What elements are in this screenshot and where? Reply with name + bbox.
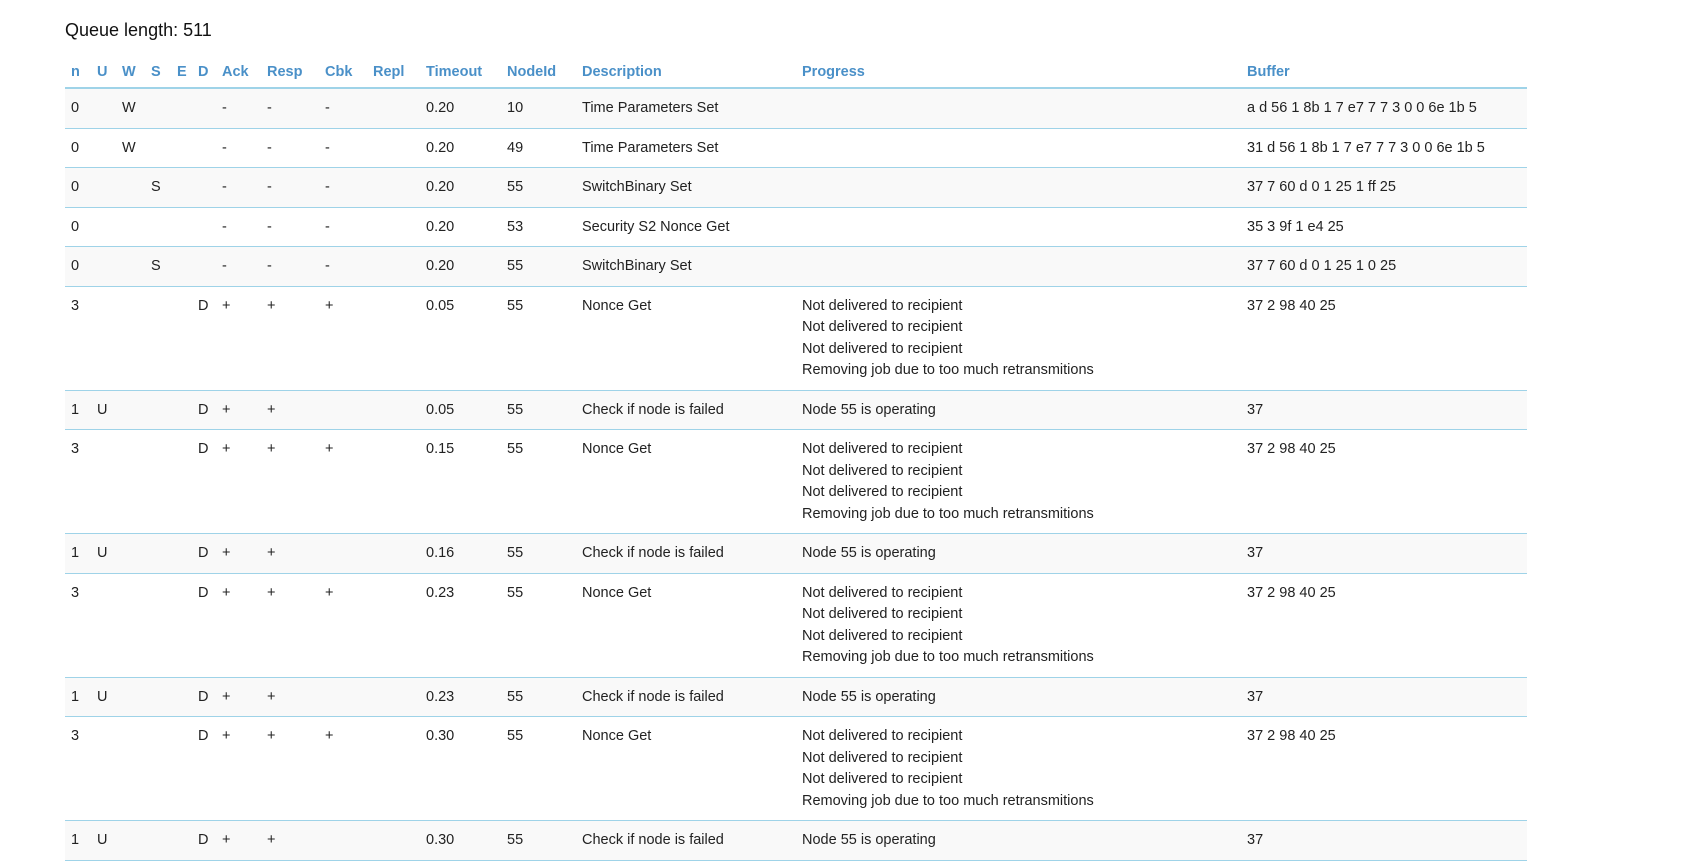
cell-progress <box>796 573 1241 677</box>
cell-d <box>192 88 216 128</box>
cell-nodeid: 55 <box>501 717 576 821</box>
cell-repl <box>367 677 420 717</box>
cell-description: Time Parameters Set <box>576 128 796 168</box>
column-header-progress: Progress <box>796 58 1241 88</box>
cell-progress <box>796 717 1241 821</box>
table-row <box>65 88 1527 128</box>
cell-resp: + <box>261 821 319 861</box>
table-row <box>65 573 1527 677</box>
cell-nodeid: 55 <box>501 677 576 717</box>
cell-w <box>116 573 145 677</box>
cell-repl <box>367 168 420 208</box>
progress-line: Removing job due to too much retransmitions <box>802 505 1094 522</box>
cell-repl <box>367 207 420 247</box>
cell-resp: - <box>261 168 319 208</box>
cell-ack: - <box>216 88 261 128</box>
cell-repl <box>367 821 420 861</box>
progress-line: Not delivered to recipient <box>802 728 963 744</box>
cell-u <box>91 207 116 247</box>
column-header-resp: Resp <box>261 58 319 88</box>
cell-timeout: 0.30 <box>420 821 501 861</box>
cell-cbk <box>319 534 367 574</box>
progress-line: Not delivered to recipient <box>802 340 963 357</box>
cell-e <box>171 430 192 534</box>
cell-n: 3 <box>65 717 91 821</box>
table-row <box>65 430 1527 534</box>
cell-timeout: 0.16 <box>420 534 501 574</box>
cell-timeout: 0.20 <box>420 207 501 247</box>
cell-s <box>145 677 171 717</box>
progress-line: Not delivered to recipient <box>802 319 963 335</box>
progress-line: Not delivered to recipient <box>802 462 963 479</box>
cell-nodeid: 49 <box>501 128 576 168</box>
cell-s <box>145 128 171 168</box>
cell-nodeid: 55 <box>501 390 576 430</box>
cell-buffer: 37 7 60 d 0 1 25 1 ff 25 <box>1241 168 1527 208</box>
cell-buffer: 37 <box>1241 821 1527 861</box>
cell-resp: + <box>261 717 319 821</box>
table-row <box>65 247 1527 287</box>
cell-n: 0 <box>65 88 91 128</box>
cell-cbk: - <box>319 168 367 208</box>
cell-description: SwitchBinary Set <box>576 247 796 287</box>
table-row <box>65 717 1527 821</box>
cell-ack: + <box>216 717 261 821</box>
cell-progress <box>796 286 1241 390</box>
cell-progress <box>796 128 1241 168</box>
cell-timeout: 0.30 <box>420 717 501 821</box>
progress-line: Removing job due to too much retransmitions <box>802 649 1094 665</box>
table-row <box>65 821 1527 861</box>
cell-progress <box>796 207 1241 247</box>
cell-buffer: 37 2 98 40 25 <box>1241 430 1527 534</box>
cell-timeout: 0.23 <box>420 573 501 677</box>
cell-ack: + <box>216 677 261 717</box>
cell-description: Check if node is failed <box>576 534 796 574</box>
cell-description: Nonce Get <box>576 430 796 534</box>
table-header <box>65 58 1527 88</box>
cell-buffer: 37 <box>1241 390 1527 430</box>
cell-ack: - <box>216 247 261 287</box>
progress-line: Node 55 is operating <box>802 688 936 705</box>
cell-d: D <box>192 534 216 574</box>
cell-s <box>145 534 171 574</box>
cell-cbk: - <box>319 207 367 247</box>
cell-resp: - <box>261 88 319 128</box>
cell-d: D <box>192 821 216 861</box>
column-header-ack: Ack <box>216 58 261 88</box>
cell-cbk: + <box>319 717 367 821</box>
cell-n: 0 <box>65 207 91 247</box>
cell-progress <box>796 88 1241 128</box>
cell-s: S <box>145 247 171 287</box>
cell-nodeid: 55 <box>501 821 576 861</box>
table-row <box>65 168 1527 208</box>
cell-ack: + <box>216 430 261 534</box>
cell-e <box>171 390 192 430</box>
cell-buffer: 31 d 56 1 8b 1 7 e7 7 7 3 0 0 6e 1b 5 <box>1241 128 1527 168</box>
cell-u: U <box>91 534 116 574</box>
cell-buffer: 37 2 98 40 25 <box>1241 286 1527 390</box>
progress-line: Removing job due to too much retransmitions <box>802 362 1094 378</box>
progress-line: Node 55 is operating <box>802 401 936 418</box>
cell-buffer: 37 2 98 40 25 <box>1241 717 1527 821</box>
progress-line: Not delivered to recipient <box>802 749 963 766</box>
cell-cbk: - <box>319 128 367 168</box>
cell-nodeid: 10 <box>501 88 576 128</box>
cell-e <box>171 207 192 247</box>
progress-line: Node 55 is operating <box>802 545 936 561</box>
cell-w: W <box>116 88 145 128</box>
cell-n: 3 <box>65 286 91 390</box>
cell-timeout: 0.15 <box>420 430 501 534</box>
cell-ack: + <box>216 286 261 390</box>
cell-repl <box>367 430 420 534</box>
column-header-buffer: Buffer <box>1241 58 1527 88</box>
cell-cbk: - <box>319 88 367 128</box>
progress-line: Not delivered to recipient <box>802 484 963 500</box>
cell-e <box>171 717 192 821</box>
cell-n: 0 <box>65 247 91 287</box>
progress-line: Not delivered to recipient <box>802 441 963 457</box>
column-header-u: U <box>91 58 116 88</box>
cell-cbk: - <box>319 247 367 287</box>
cell-d: D <box>192 677 216 717</box>
cell-buffer: a d 56 1 8b 1 7 e7 7 7 3 0 0 6e 1b 5 <box>1241 88 1527 128</box>
cell-timeout: 0.05 <box>420 390 501 430</box>
cell-progress <box>796 534 1241 574</box>
cell-cbk <box>319 821 367 861</box>
cell-progress <box>796 430 1241 534</box>
cell-d: D <box>192 390 216 430</box>
cell-e <box>171 88 192 128</box>
cell-cbk <box>319 677 367 717</box>
cell-resp: - <box>261 247 319 287</box>
cell-n: 3 <box>65 430 91 534</box>
cell-buffer: 37 <box>1241 677 1527 717</box>
cell-u <box>91 717 116 821</box>
cell-repl <box>367 286 420 390</box>
table-row <box>65 390 1527 430</box>
cell-description: Check if node is failed <box>576 821 796 861</box>
progress-line: Not delivered to recipient <box>802 627 963 644</box>
cell-u <box>91 247 116 287</box>
table-row <box>65 534 1527 574</box>
cell-e <box>171 573 192 677</box>
cell-repl <box>367 390 420 430</box>
cell-u <box>91 168 116 208</box>
table-row <box>65 677 1527 717</box>
cell-timeout: 0.20 <box>420 88 501 128</box>
cell-buffer: 35 3 9f 1 e4 25 <box>1241 207 1527 247</box>
cell-cbk: + <box>319 286 367 390</box>
cell-description: Nonce Get <box>576 286 796 390</box>
cell-s <box>145 573 171 677</box>
cell-repl <box>367 573 420 677</box>
cell-progress <box>796 677 1241 717</box>
cell-s <box>145 821 171 861</box>
cell-repl <box>367 717 420 821</box>
cell-progress <box>796 390 1241 430</box>
cell-e <box>171 534 192 574</box>
cell-s <box>145 390 171 430</box>
cell-description: Check if node is failed <box>576 390 796 430</box>
cell-s: S <box>145 168 171 208</box>
cell-ack: + <box>216 573 261 677</box>
cell-d: D <box>192 430 216 534</box>
queue-length-title: Queue length: 511 <box>65 20 212 40</box>
header-row <box>65 58 1527 88</box>
progress-line: Not delivered to recipient <box>802 606 963 622</box>
cell-d: D <box>192 573 216 677</box>
cell-w <box>116 168 145 208</box>
cell-w <box>116 207 145 247</box>
cell-u <box>91 128 116 168</box>
cell-n: 0 <box>65 128 91 168</box>
cell-d <box>192 128 216 168</box>
cell-resp: + <box>261 534 319 574</box>
cell-cbk: + <box>319 430 367 534</box>
cell-d: D <box>192 286 216 390</box>
cell-d: D <box>192 717 216 821</box>
cell-nodeid: 55 <box>501 286 576 390</box>
cell-description: SwitchBinary Set <box>576 168 796 208</box>
cell-ack: - <box>216 168 261 208</box>
cell-nodeid: 55 <box>501 534 576 574</box>
cell-resp: - <box>261 128 319 168</box>
progress-line: Not delivered to recipient <box>802 584 963 601</box>
cell-n: 0 <box>65 168 91 208</box>
cell-w <box>116 677 145 717</box>
cell-progress <box>796 247 1241 287</box>
cell-u: U <box>91 390 116 430</box>
cell-ack: - <box>216 128 261 168</box>
cell-u <box>91 286 116 390</box>
column-header-timeout: Timeout <box>420 58 501 88</box>
cell-resp: + <box>261 677 319 717</box>
cell-w <box>116 717 145 821</box>
cell-resp: + <box>261 390 319 430</box>
cell-w <box>116 286 145 390</box>
column-header-d: D <box>192 58 216 88</box>
cell-description: Time Parameters Set <box>576 88 796 128</box>
cell-e <box>171 286 192 390</box>
cell-timeout: 0.05 <box>420 286 501 390</box>
progress-line: Not delivered to recipient <box>802 771 963 787</box>
cell-s <box>145 717 171 821</box>
column-header-repl: Repl <box>367 58 420 88</box>
table-row <box>65 207 1527 247</box>
cell-d <box>192 207 216 247</box>
cell-nodeid: 55 <box>501 168 576 208</box>
cell-timeout: 0.23 <box>420 677 501 717</box>
column-header-s: S <box>145 58 171 88</box>
cell-progress <box>796 168 1241 208</box>
cell-e <box>171 247 192 287</box>
cell-w <box>116 390 145 430</box>
cell-repl <box>367 247 420 287</box>
cell-timeout: 0.20 <box>420 128 501 168</box>
cell-w <box>116 534 145 574</box>
cell-description: Security S2 Nonce Get <box>576 207 796 247</box>
cell-repl <box>367 128 420 168</box>
cell-ack: + <box>216 821 261 861</box>
cell-ack: + <box>216 390 261 430</box>
cell-progress <box>796 821 1241 861</box>
column-header-e: E <box>171 58 192 88</box>
progress-line: Not delivered to recipient <box>802 297 963 314</box>
table-row <box>65 128 1527 168</box>
cell-buffer: 37 2 98 40 25 <box>1241 573 1527 677</box>
cell-n: 1 <box>65 534 91 574</box>
cell-description: Nonce Get <box>576 573 796 677</box>
cell-n: 1 <box>65 821 91 861</box>
job-queue-table <box>65 58 1527 861</box>
cell-description: Nonce Get <box>576 717 796 821</box>
cell-n: 1 <box>65 390 91 430</box>
cell-resp: + <box>261 573 319 677</box>
cell-e <box>171 128 192 168</box>
cell-n: 3 <box>65 573 91 677</box>
column-header-nodeid: NodeId <box>501 58 576 88</box>
cell-resp: - <box>261 207 319 247</box>
cell-e <box>171 168 192 208</box>
cell-nodeid: 55 <box>501 247 576 287</box>
cell-description: Check if node is failed <box>576 677 796 717</box>
cell-timeout: 0.20 <box>420 168 501 208</box>
cell-w <box>116 821 145 861</box>
cell-timeout: 0.20 <box>420 247 501 287</box>
cell-s <box>145 207 171 247</box>
cell-resp: + <box>261 430 319 534</box>
column-header-n: n <box>65 58 91 88</box>
cell-ack: + <box>216 534 261 574</box>
cell-s <box>145 430 171 534</box>
cell-u <box>91 573 116 677</box>
cell-s <box>145 286 171 390</box>
cell-cbk <box>319 390 367 430</box>
cell-u: U <box>91 677 116 717</box>
table-body <box>65 88 1527 860</box>
cell-u: U <box>91 821 116 861</box>
cell-w <box>116 247 145 287</box>
cell-u <box>91 88 116 128</box>
cell-d <box>192 247 216 287</box>
cell-cbk: + <box>319 573 367 677</box>
cell-buffer: 37 <box>1241 534 1527 574</box>
table-row <box>65 286 1527 390</box>
cell-e <box>171 821 192 861</box>
cell-n: 1 <box>65 677 91 717</box>
cell-resp: + <box>261 286 319 390</box>
column-header-description: Description <box>576 58 796 88</box>
progress-line: Node 55 is operating <box>802 832 936 848</box>
cell-repl <box>367 534 420 574</box>
cell-nodeid: 55 <box>501 573 576 677</box>
cell-nodeid: 55 <box>501 430 576 534</box>
cell-repl <box>367 88 420 128</box>
cell-w: W <box>116 128 145 168</box>
cell-u <box>91 430 116 534</box>
cell-e <box>171 677 192 717</box>
cell-ack: - <box>216 207 261 247</box>
cell-w <box>116 430 145 534</box>
cell-s <box>145 88 171 128</box>
cell-d <box>192 168 216 208</box>
column-header-w: W <box>116 58 145 88</box>
cell-buffer: 37 7 60 d 0 1 25 1 0 25 <box>1241 247 1527 287</box>
column-header-cbk: Cbk <box>319 58 367 88</box>
cell-nodeid: 53 <box>501 207 576 247</box>
progress-line: Removing job due to too much retransmitions <box>802 792 1094 809</box>
